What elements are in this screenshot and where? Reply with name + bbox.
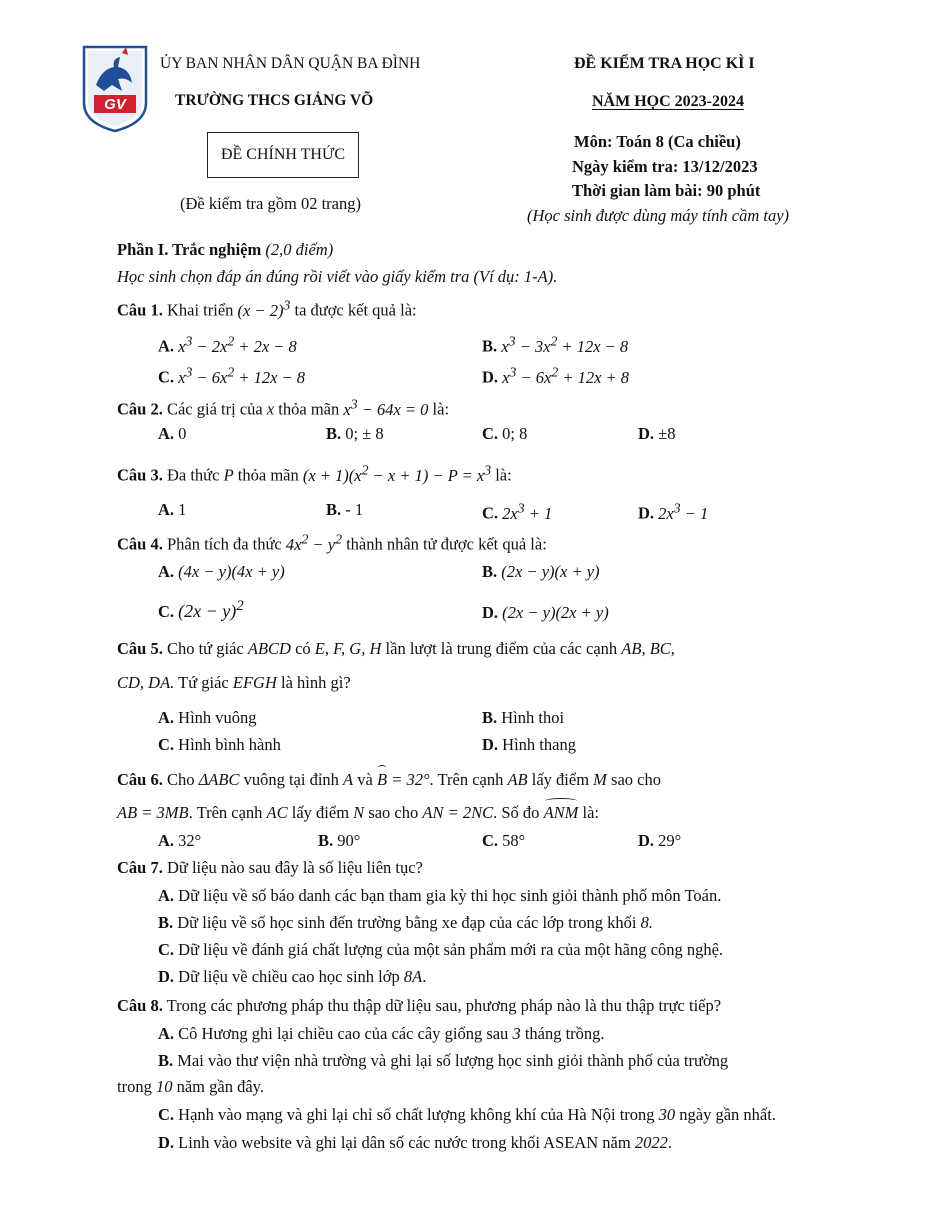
q3-stem: Câu 3. Đa thức P thỏa mãn $(x + 1)(x^2 - x + 1) - P = x^3$ là: (117, 462, 512, 485)
q5-option-b: B. Hình thoi (482, 708, 565, 727)
q4-option-d: D. (2x − y)(2x + y) (482, 603, 609, 622)
q2-option-c: C. 0; 8 (482, 424, 528, 443)
q8-stem: Câu 8. Trong các phương pháp thu thập dữ liệu sau, phương pháp nào là thu thập trực tiếp? (117, 996, 722, 1015)
q5-stem-line2: CD, DA. Tứ giác EFGH là hình gì? (117, 673, 351, 692)
q8-option-b: B. Mai vào thư viện nhà trường và ghi lại số lượng học sinh giỏi thành phố của trường (158, 1051, 729, 1070)
q4-stem: Câu 4. Phân tích đa thức $4x^2 - y^2$ thành nhân tử được kết quả là: (117, 531, 547, 554)
svg-text:GV: GV (104, 96, 126, 113)
q1-option-a: A. $x^3 - 2x^2 + 2x - 8$ (158, 333, 297, 356)
q2-option-a: A. 0 (158, 424, 187, 443)
q6-option-a: A. 32° (158, 831, 202, 850)
school-logo (82, 45, 148, 133)
q1-option-b: B. $x^3 - 3x^2 + 12x - 8$ (482, 333, 629, 356)
q8-option-b-cont: trong 10 năm gần đây. (117, 1077, 264, 1096)
exam-date: Ngày kiểm tra: 13/12/2023 (572, 157, 758, 176)
school-year: NĂM HỌC 2023-2024 (592, 93, 744, 110)
q6-stem-line2: AB = 3MB. Trên cạnh AC lấy điểm N sao cho AN = 2NC. Số đo ANM là: (117, 803, 600, 822)
q6-stem-line1: Câu 6. Cho ΔABC vuông tại đỉnh A và B = 32°. Trên cạnh AB lấy điểm M sao cho (117, 770, 661, 789)
q5-option-a: A. Hình vuông (158, 708, 257, 727)
q6-option-c: C. 58° (482, 831, 526, 850)
q4-option-a: A. (4x − y)(4x + y) (158, 562, 285, 581)
q1-stem: Câu 1. Khai triển $(x - 2)^3$ ta được kết quả là: (117, 297, 417, 320)
q6-option-b: B. 90° (318, 831, 361, 850)
school-name: TRƯỜNG THCS GIẢNG VÕ (175, 92, 374, 109)
q7-stem: Câu 7. Dữ liệu nào sau đây là số liệu liên tục? (117, 858, 423, 877)
q7-option-d: D. Dữ liệu về chiều cao học sinh lớp 8A. (158, 967, 427, 986)
q7-option-c: C. Dữ liệu về đánh giá chất lượng của một sản phẩm mới ra của một hãng công nghệ. (158, 940, 724, 959)
q2-option-b: B. 0; ± 8 (326, 424, 384, 443)
q7-option-a: A. Dữ liệu về số báo danh các bạn tham gia kỳ thi học sinh giỏi thành phố môn Toán. (158, 886, 722, 905)
q3-option-c: C. $2x^3 + 1$ (482, 500, 553, 523)
part1-instruction: Học sinh chọn đáp án đúng rồi viết vào giấy kiểm tra (Ví dụ: 1-A). (117, 267, 558, 286)
official-label: ĐỀ CHÍNH THỨC (220, 146, 346, 163)
q2-option-d: D. ±8 (638, 424, 676, 443)
q5-option-c: C. Hình bình hành (158, 735, 281, 754)
q2-stem: Câu 2. Các giá trị của x thỏa mãn $x^3 - 64x = 0$ là: (117, 396, 450, 419)
q8-option-d: D. Linh vào website và ghi lại dân số các nước trong khối ASEAN năm 2022. (158, 1133, 672, 1152)
q3-option-b: B. - 1 (326, 500, 364, 519)
q1-option-c: C. $x^3 - 6x^2 + 12x - 8$ (158, 364, 306, 387)
duration: Thời gian làm bài: 90 phút (572, 181, 761, 200)
q3-option-a: A. 1 (158, 500, 187, 519)
exam-title: ĐỀ KIỂM TRA HỌC KÌ I (574, 55, 755, 72)
q3-option-d: D. $2x^3 - 1$ (638, 500, 709, 523)
subject: Môn: Toán 8 (Ca chiều) (574, 132, 741, 151)
q5-stem-line1: Câu 5. Cho tứ giác ABCD có E, F, G, H lần lượt là trung điểm của các cạnh AB, BC, (117, 639, 675, 658)
committee-name: ỦY BAN NHÂN DÂN QUẬN BA ĐÌNH (160, 55, 421, 72)
calculator-note: (Học sinh được dùng máy tính cầm tay) (527, 206, 790, 225)
part1-heading: Phần I. Trắc nghiệm (2,0 điểm) (117, 240, 334, 259)
official-box (207, 132, 359, 178)
q6-option-d: D. 29° (638, 831, 682, 850)
q5-option-d: D. Hình thang (482, 735, 576, 754)
q7-option-b: B. Dữ liệu về số học sinh đến trường bằng xe đạp của các lớp trong khối 8. (158, 913, 653, 932)
q8-option-a: A. Cô Hương ghi lại chiều cao của các cây giống sau 3 tháng trồng. (158, 1024, 605, 1043)
q4-option-b: B. (2x − y)(x + y) (482, 562, 600, 581)
q1-option-d: D. $x^3 - 6x^2 + 12x + 8$ (482, 364, 630, 387)
q8-option-c: C. Hạnh vào mạng và ghi lại chỉ số chất lượng không khí của Hà Nội trong 30 ngày gần nhất. (158, 1105, 776, 1124)
pages-note: (Đề kiểm tra gồm 02 trang) (180, 194, 361, 213)
q4-option-c: C. $(2x - y)^2$ (158, 598, 244, 621)
